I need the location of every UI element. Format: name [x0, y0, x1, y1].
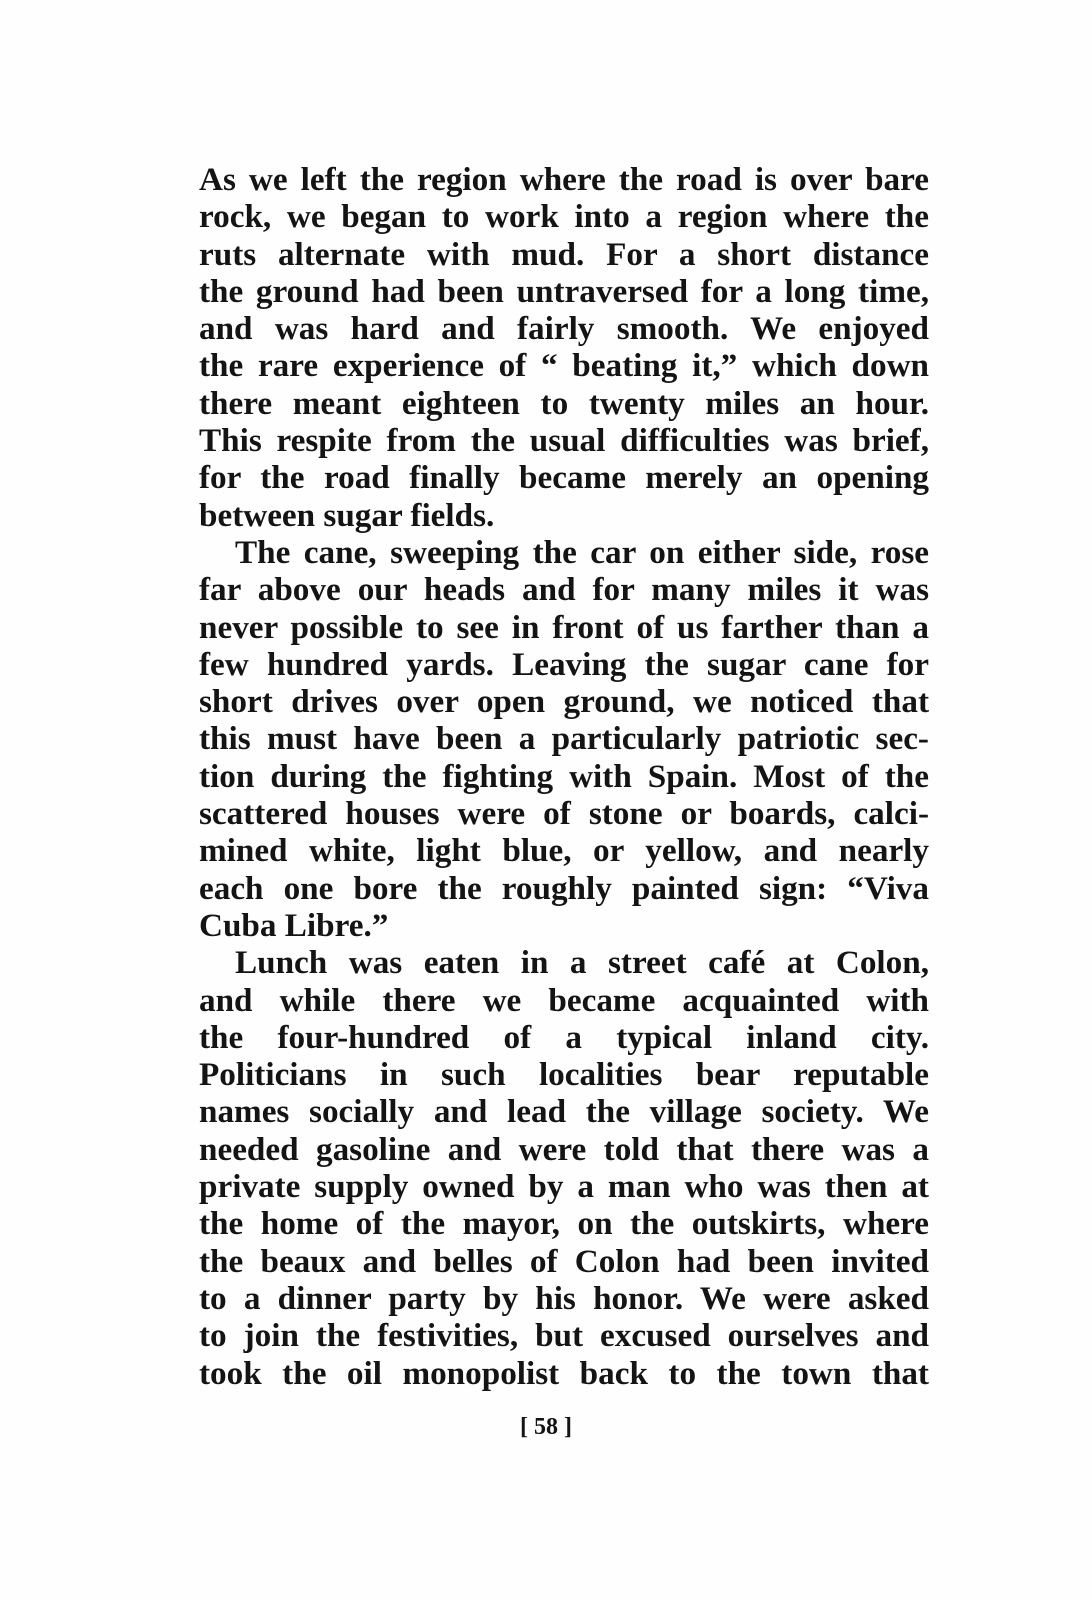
text-line: for the road finally became merely an opening: [199, 459, 929, 497]
text-line: names socially and lead the village society. We: [199, 1093, 929, 1131]
text-line: private supply owned by a man who was then at: [199, 1168, 929, 1206]
body-text: [199, 161, 929, 1392]
text-line: the ground had been untraversed for a long time,: [199, 272, 929, 310]
page-number: [ 58 ]: [520, 1414, 572, 1440]
text-line: and was hard and fairly smooth. We enjoyed: [199, 310, 929, 348]
text-line: the home of the mayor, on the outskirts, where: [199, 1205, 929, 1243]
text-line: each one bore the roughly painted sign: “Viva: [199, 869, 929, 907]
text-line: Cuba Libre.”: [199, 906, 389, 944]
text-line: The cane, sweeping the car on either side, rose: [235, 533, 929, 571]
text-line: few hundred yards. Leaving the sugar cane for: [199, 645, 929, 683]
text-line: this must have been a particularly patriotic sec-: [199, 720, 929, 758]
text-line: and while there we became acquainted with: [199, 981, 929, 1019]
text-line: scattered houses were of stone or boards, calci-: [199, 795, 929, 833]
text-line: Politicians in such localities bear reputable: [199, 1056, 929, 1094]
text-line: between sugar fields.: [199, 496, 495, 534]
text-line: far above our heads and for many miles it was: [199, 571, 929, 609]
text-line: to a dinner party by his honor. We were asked: [199, 1279, 929, 1317]
text-line: the rare experience of “ beating it,” which down: [199, 347, 929, 385]
text-line: As we left the region where the road is over bare: [199, 161, 929, 198]
text-line: needed gasoline and were told that there was a: [199, 1130, 929, 1168]
text-line: tion during the fighting with Spain. Most of the: [199, 757, 929, 795]
text-line: took the oil monopolist back to the town that: [199, 1354, 929, 1392]
text-line: never possible to see in front of us farther than a: [199, 608, 929, 646]
text-line: mined white, light blue, or yellow, and nearly: [199, 832, 929, 870]
text-line: This respite from the usual difficulties was brief,: [199, 422, 929, 460]
text-line: ruts alternate with mud. For a short distance: [199, 235, 929, 273]
text-line: the four-hundred of a typical inland city.: [199, 1018, 929, 1056]
text-line: Lunch was eaten in a street café at Colon,: [235, 944, 929, 982]
text-line: short drives over open ground, we noticed that: [199, 683, 929, 721]
text-line: the beaux and belles of Colon had been invited: [199, 1242, 929, 1280]
text-line: to join the festivities, but excused ourselves and: [199, 1317, 929, 1355]
text-line: there meant eighteen to twenty miles an hour.: [199, 384, 929, 422]
text-line: rock, we began to work into a region where the: [199, 198, 929, 236]
